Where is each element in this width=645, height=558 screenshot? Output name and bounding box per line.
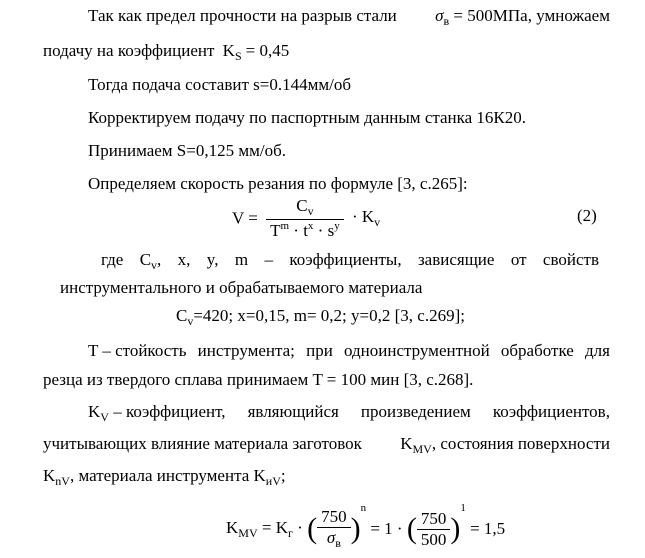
para-correct: Корректируем подачу по паспортным данным станка 16К20.: [88, 108, 527, 127]
where-line1: где $C_v$, x, y, m – коэффициенты, зависящие от свойств: [101, 250, 599, 272]
formula-speed: V = $\frac{C_v}{T^m \cdot t^x \cdot s^y}$ · $K_v$: [232, 196, 381, 240]
tool-life-line1: T – стойкость инструмента; при одноинструментной обработке для: [88, 341, 610, 360]
formula-kmv: $K_{MV} = K_г$ · ( $\frac{750}{\sigma_в}$ )$^n$ = 1 · ( $\frac{750}{500}$ )$^1$ = 1,5: [226, 502, 506, 551]
para-feed: Тогда подача составит s=0.144мм/об: [88, 75, 351, 94]
formula-number: (2): [577, 206, 597, 225]
cv-values: $C_v=420$; x=0,15, m= 0,2; y=0,2 [3, с.269];: [176, 306, 465, 328]
kv-line3: $K_{nV}$, материала инструмента $K_{иV}$;: [43, 466, 286, 488]
kv-line1: $K_V$ – коэффициент, являющийся произведением коэффициентов,: [88, 402, 610, 424]
tool-life-line2: резца из твердого сплава принимаем T = 100 мин [3, с.268].: [43, 370, 474, 389]
fraction-1: $\frac{750}{\sigma_в}$: [317, 507, 351, 551]
ks-expression: $K_S$: [222, 41, 242, 63]
sigma-expression: $\sigma_в = 500МПа$, умножаем: [435, 6, 610, 28]
where-line2: инструментального и обрабатываемого материала: [60, 278, 423, 297]
kv-line2: учитывающих влияние материала заготовок $K_{MV}$, состояния поверхности: [43, 434, 610, 456]
para-strength-line2: подачу на коэффициент $K_S = 0,45$: [43, 41, 290, 63]
formula-fraction: $\frac{C_v}{T^m \cdot t^x \cdot s^y}$: [266, 196, 344, 241]
para-accept: Принимаем S=0,125 мм/об.: [88, 141, 286, 160]
para-strength-line1: [88, 6, 610, 29]
text-fragment: Так как предел прочности на разрыв стали: [88, 6, 397, 25]
para-speed: Определяем скорость резания по формуле [3, с.265]:: [88, 174, 468, 193]
fraction-2: $\frac{750}{500}$: [417, 509, 451, 550]
